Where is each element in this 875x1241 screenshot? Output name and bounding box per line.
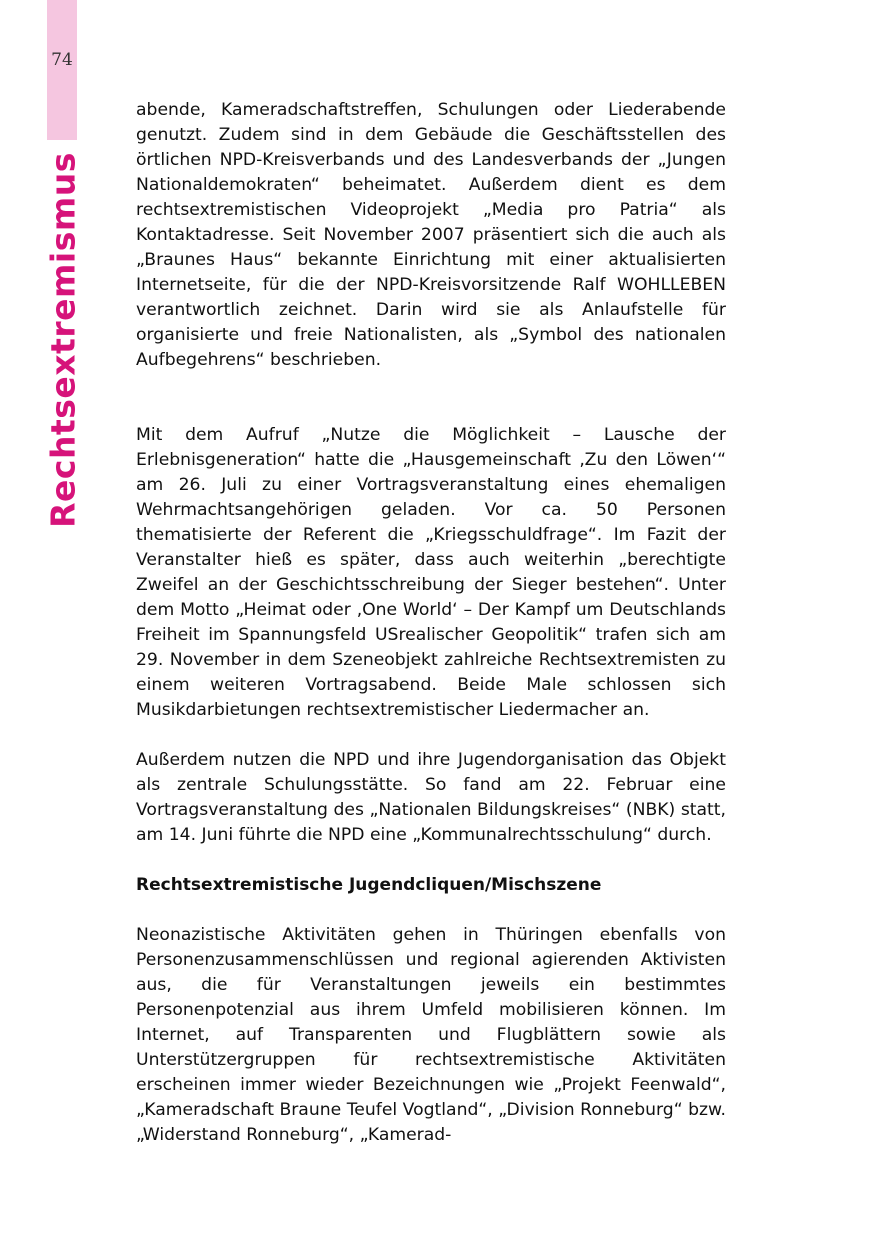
paragraph-3: Außerdem nutzen die NPD und ihre Jugendorganisation das Objekt als zentrale Schulungsstätte. So fand am 22. Februar eine Vortragsveranstaltung des „Nationalen Bildungskreises“ (NBK) statt, am 14. Juni führte die NPD eine „Kommunalrechtsschulung“ durch. (136, 750, 726, 845)
section-heading: Rechtsextremistische Jugendcliquen/Mischszene (136, 875, 602, 895)
section-label: Rechtsextremismus (43, 152, 83, 528)
page-number: 74 (51, 50, 73, 70)
paragraph-1: abende, Kameradschaftstreffen, Schulungen oder Liederabende genutzt. Zudem sind in dem Gebäude die Geschäftsstellen des örtlichen NPD-Kreisverbands und des Landesverbands der „Jungen Nationaldemokraten“ beheimatet. Außerdem dient es dem rechtsextremistischen Videoprojekt „Media pro Patria“ als Kontaktadresse. Seit November 2007 präsentiert sich die auch als „Braunes Haus“ bekannte Einrichtung mit einer aktualisierten Internetseite, für die der NPD-Kreisvorsitzende Ralf WOHLLEBEN verantwortlich zeichnet. Darin wird sie als Anlaufstelle für organisierte und freie Nationalisten, als „Symbol des nationalen Aufbegehrens“ beschrieben. (136, 100, 726, 370)
paragraph-2: Mit dem Aufruf „Nutze die Möglichkeit – Lausche der Erlebnisgeneration“ hatte die „Hausgemeinschaft ‚Zu den Löwen‘“ am 26. Juli zu einer Vortragsveranstaltung eines ehemaligen Wehrmachtsangehörigen geladen. Vor ca. 50 Personen thematisierte der Referent die „Kriegsschuldfrage“. Im Fazit der Veranstalter hieß es später, dass auch weiterhin „berechtigte Zweifel an der Geschichtsschreibung der Sieger bestehen“. Unter dem Motto „Heimat oder ‚One World‘ – Der Kampf um Deutschlands Freiheit im Spannungsfeld USrealischer Geopolitik“ trafen sich am 29. November in dem Szeneobjekt zahlreiche Rechtsextremisten zu einem weiteren Vortragsabend. Beide Male schlossen sich Musikdarbietungen rechtsextremistischer Liedermacher an. (136, 425, 726, 720)
paragraph-4: Neonazistische Aktivitäten gehen in Thüringen ebenfalls von Personenzusammenschlüssen und regional agierenden Aktivisten aus, die für Veranstaltungen jeweils ein bestimmtes Personenpotenzial aus ihrem Umfeld mobilisieren können. Im Internet, auf Transparenten und Flugblättern sowie als Unterstützergruppen für rechtsextremistische Aktivitäten erscheinen immer wieder Bezeichnungen wie „Projekt Feenwald“, „Kameradschaft Braune Teufel Vogtland“, „Division Ronneburg“ bzw. „Widerstand Ronneburg“, „Kamerad- (136, 925, 726, 1145)
